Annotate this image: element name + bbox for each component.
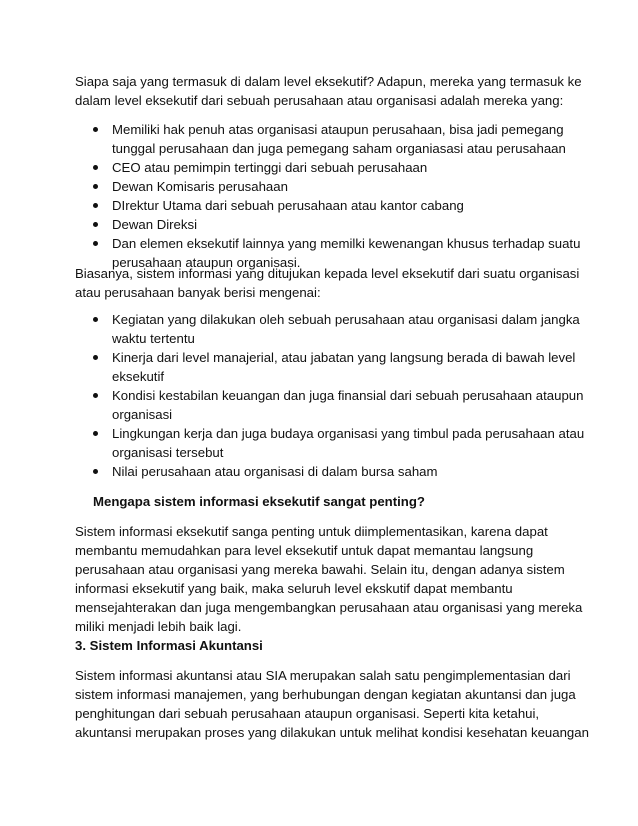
list-item [75,215,575,234]
text-line: eksekutif [112,369,165,384]
bullet-icon [93,469,98,474]
text-line: Kegiatan yang dilakukan oleh sebuah perusahaan atau organisasi dalam jangka [112,312,580,327]
text-line: Sistem informasi eksekutif sanga penting untuk diimplementasikan, karena dapat [75,524,548,539]
text-line: perusahaan ataupun organisasi. [112,255,301,270]
contents-list [75,310,585,481]
bullet-icon [93,184,98,189]
text-line: atau perusahaan banyak berisi mengenai: [75,285,321,300]
text-line: mensejahterakan dan juga mengembangkan perusahaan atau organisasi yang mereka [75,600,583,615]
list-item [75,348,575,386]
text-line: Nilai perusahaan atau organisasi di dalam bursa saham [112,464,438,479]
text-line: Lingkungan kerja dan juga budaya organisasi yang timbul pada perusahaan atau [112,426,585,441]
text-line: tunggal perusahaan dan juga pemegang saham organiasasi atau perusahaan [112,141,566,156]
text-line: akuntansi merupakan proses yang dilakukan untuk melihat kondisi kesehatan keuangan [75,725,589,740]
list-item [75,120,575,158]
list-item [75,424,585,462]
text-line: CEO atau pemimpin tertinggi dari sebuah perusahaan [112,160,428,175]
text-line: sistem informasi manajemen, yang berhubungan dengan kegiatan akuntansi dan juga [75,687,576,702]
text-line: Dan elemen eksekutif lainnya yang memilki kewenangan khusus terhadap suatu [112,236,581,251]
section3-heading: 3. Sistem Informasi Akuntansi [75,638,263,653]
list-item [75,386,584,424]
text-line: Siapa saja yang termasuk di dalam level eksekutif? Adapun, mereka yang termasuk ke [75,74,582,89]
bullet-icon [93,431,98,436]
list-item [75,310,580,348]
bullet-icon [93,165,98,170]
sia-paragraph [75,666,589,742]
list-item [75,196,575,215]
bullet-icon [93,222,98,227]
list-item [75,158,575,177]
text-line: Memiliki hak penuh atas organisasi ataupun perusahaan, bisa jadi pemegang [112,122,564,137]
text-line: organisasi [112,407,173,422]
executive-list [75,120,581,272]
bullet-icon [93,127,98,132]
why-paragraph [75,522,583,636]
why-heading: Mengapa sistem informasi eksekutif sangat penting? [93,494,425,509]
text-line: Dewan Komisaris perusahaan [112,179,288,194]
text-line: Biasanya, sistem informasi yang ditujukan kepada level eksekutif dari suatu organisasi [75,266,580,281]
text-line: organisasi tersebut [112,445,224,460]
bullet-icon [93,241,98,246]
list-item [75,177,575,196]
usually-paragraph [75,264,580,302]
intro-paragraph [75,72,582,110]
text-line: Dewan Direksi [112,217,198,232]
text-line: DIrektur Utama dari sebuah perusahaan atau kantor cabang [112,198,464,213]
bullet-icon [93,203,98,208]
text-line: miliki menjadi lebih baik lagi. [75,619,242,634]
text-line: Kondisi kestabilan keuangan dan juga finansial dari sebuah perusahaan ataupun [112,388,584,403]
bullet-icon [93,317,98,322]
list-item [75,462,575,481]
bullet-icon [93,393,98,398]
text-line: Sistem informasi akuntansi atau SIA merupakan salah satu pengimplementasian dari [75,668,571,683]
text-line: penghitungan dari sebuah perusahaan ataupun organisasi. Seperti kita ketahui, [75,706,540,721]
text-line: dalam level eksekutif dari sebuah perusahaan atau organisasi adalah mereka yang: [75,93,564,108]
text-line: perusahaan atau organisasi yang mereka bawahi. Selain itu, dengan adanya sistem [75,562,565,577]
bullet-icon [93,355,98,360]
text-line: waktu tertentu [112,331,195,346]
text-line: Kinerja dari level manajerial, atau jabatan yang langsung berada di bawah level [112,350,576,365]
text-line: membantu memudahkan para level eksekutif untuk dapat memantau langsung [75,543,534,558]
text-line: informasi eksekutif yang baik, maka seluruh level ekskutif dapat membantu [75,581,513,596]
